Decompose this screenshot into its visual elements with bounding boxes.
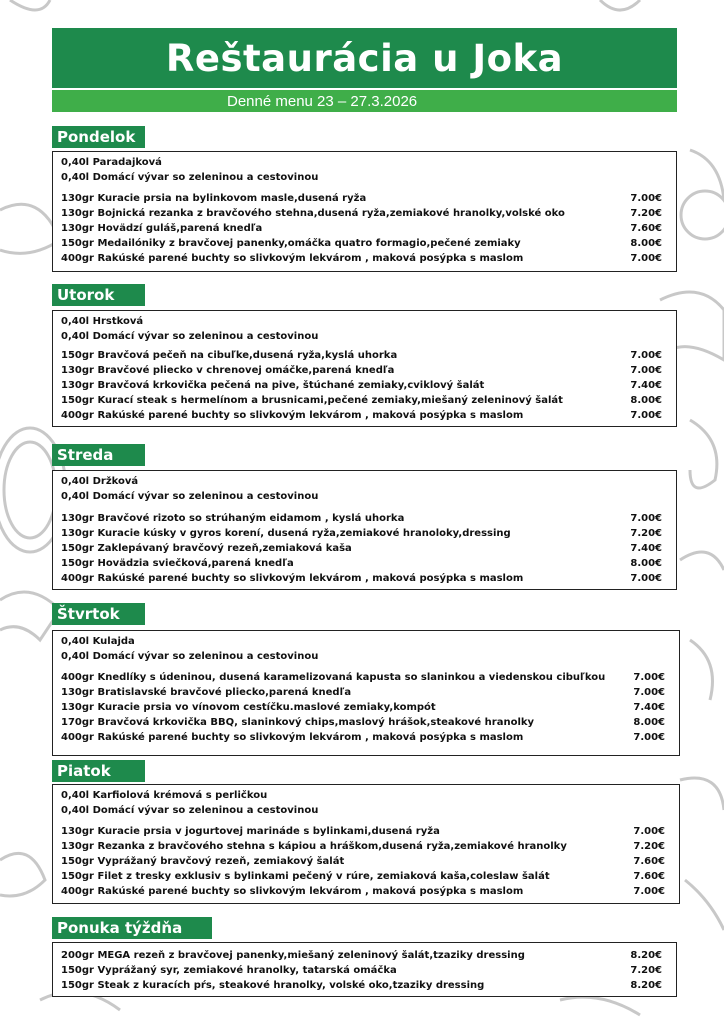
item-price: 7.00€ — [630, 350, 662, 361]
item-price: 7.60€ — [633, 856, 665, 867]
item-price: 8.20€ — [630, 950, 662, 961]
day-label-thursday: Štvrtok — [52, 603, 145, 625]
menu-item — [61, 950, 662, 961]
item-desc: 150gr Medailóniky z bravčovej panenky,omáčka quatro formagio,pečené zemiaky — [61, 238, 521, 249]
item-price: 7.00€ — [633, 687, 665, 698]
item-price: 7.00€ — [633, 732, 665, 743]
item-price: 7.20€ — [630, 528, 662, 539]
item-desc: 170gr Bravčová krkovička BBQ, slaninkový chips,maslový hrášok,steakové hranolky — [61, 717, 535, 728]
menu-item — [61, 410, 662, 421]
item-desc: 130gr Hovädzí guláš,parená knedľa — [61, 223, 263, 234]
item-price: 7.40€ — [633, 702, 665, 713]
item-price: 7.00€ — [630, 193, 662, 204]
menu-item — [61, 558, 662, 569]
day-label-friday: Piatok — [52, 760, 145, 782]
item-price: 7.00€ — [630, 573, 662, 584]
menu-item — [61, 980, 662, 991]
item-desc: 130gr Kuracie prsia vo vínovom cestíčku.maslové zemiaky,kompót — [61, 702, 436, 713]
menu-item — [61, 395, 662, 406]
item-desc: 150gr Zaklepávaný bravčový rezeň,zemiaková kaša — [61, 543, 352, 554]
menu-item — [61, 350, 662, 361]
item-price: 8.20€ — [630, 980, 662, 991]
item-price: 7.60€ — [633, 871, 665, 882]
soup-line: 0,40l Domácí vývar so zeleninou a cestovinou — [61, 805, 319, 816]
menu-item — [61, 543, 662, 554]
soup-line: 0,40l Domácí vývar so zeleninou a cestovinou — [61, 172, 319, 183]
menu-item — [61, 871, 665, 882]
item-desc: 400gr Rakúské parené buchty so slivkovým lekvárom , maková posýpka s maslom — [61, 253, 524, 264]
item-desc: 130gr Bravčové rizoto so strúhaným eidamom , kyslá uhorka — [61, 513, 405, 524]
item-desc: 400gr Rakúské parené buchty so slivkovým lekvárom , maková posýpka s maslom — [61, 886, 524, 897]
item-desc: 130gr Bravčové pliecko v chrenovej omáčke,parená knedľa — [61, 365, 395, 376]
menu-item — [61, 223, 662, 234]
item-price: 7.00€ — [630, 410, 662, 421]
menu-date-range: Denné menu 23 – 27.3.2026 — [52, 90, 677, 112]
item-price: 8.00€ — [630, 558, 662, 569]
menu-item — [61, 380, 662, 391]
item-price: 8.00€ — [633, 717, 665, 728]
menu-box-wednesday — [52, 470, 677, 590]
item-desc: 400gr Knedlíky s údeninou, dusená karamelizovaná kapusta so slaninkou a viedenskou cibuľkou — [61, 672, 606, 683]
item-price: 7.00€ — [630, 513, 662, 524]
item-price: 8.00€ — [630, 238, 662, 249]
item-desc: 130gr Bojnická rezanka z bravčového stehna,dusená ryža,zemiakové hranolky,volské oko — [61, 208, 565, 219]
menu-item — [61, 886, 665, 897]
menu-item — [61, 841, 665, 852]
item-desc: 130gr Kuracie prsia v jogurtovej marináde s bylinkami,dusená ryža — [61, 826, 440, 837]
menu-box-tuesday — [52, 310, 677, 427]
menu-item — [61, 717, 665, 728]
item-desc: 150gr Bravčová pečeň na cibuľke,dusená ryža,kyslá uhorka — [61, 350, 398, 361]
day-label-wednesday: Streda — [52, 444, 145, 466]
soup-line: 0,40l Karfiolová krémová s perličkou — [61, 790, 268, 801]
menu-item — [61, 238, 662, 249]
item-price: 7.00€ — [633, 826, 665, 837]
soup-line: 0,40l Domácí vývar so zeleninou a cestovinou — [61, 651, 319, 662]
menu-item — [61, 573, 662, 584]
item-price: 7.20€ — [630, 208, 662, 219]
item-price: 7.00€ — [630, 365, 662, 376]
menu-item — [61, 856, 665, 867]
menu-item — [61, 513, 662, 524]
menu-box-friday — [52, 784, 680, 904]
item-desc: 150gr Kurací steak s hermelínom a brusnicami,pečené zemiaky,miešaný zeleninový šalát — [61, 395, 563, 406]
item-price: 7.40€ — [630, 380, 662, 391]
item-desc: 130gr Rezanka z bravčového stehna s kápiou a hráškom,dusená ryža,zemiakové hranolky — [61, 841, 567, 852]
item-desc: 150gr Vyprážaný syr, zemiakové hranolky, tatarská omáčka — [61, 965, 397, 976]
soup-line: 0,40l Hrstková — [61, 316, 144, 327]
item-desc: 400gr Rakúské parené buchty so slivkovým lekvárom , maková posýpka s maslom — [61, 573, 524, 584]
menu-box-thursday — [52, 630, 680, 756]
soup-line: 0,40l Kulajda — [61, 636, 135, 647]
menu-item — [61, 702, 665, 713]
menu-item — [61, 672, 665, 683]
menu-box-monday — [52, 151, 677, 272]
item-price: 7.00€ — [633, 672, 665, 683]
item-desc: 400gr Rakúské parené buchty so slivkovým lekvárom , maková posýpka s maslom — [61, 410, 524, 421]
item-desc: 150gr Hovädzia sviečková,parená knedľa — [61, 558, 294, 569]
item-desc: 130gr Bratislavské bravčové pliecko,parená knedľa — [61, 687, 352, 698]
menu-item — [61, 528, 662, 539]
item-price: 7.00€ — [633, 886, 665, 897]
item-desc: 150gr Filet z tresky exklusiv s bylinkami pečený v rúre, zemiaková kaša,coleslaw šalát — [61, 871, 550, 882]
menu-item — [61, 208, 662, 219]
item-price: 7.40€ — [630, 543, 662, 554]
day-label-tuesday: Utorok — [52, 284, 145, 306]
soup-line: 0,40l Domácí vývar so zeleninou a cestovinou — [61, 491, 319, 502]
day-label-monday: Pondelok — [52, 126, 145, 148]
menu-item — [61, 193, 662, 204]
menu-item — [61, 687, 665, 698]
item-desc: 200gr MEGA rezeň z bravčovej panenky,miešaný zeleninový šalát,tzaziky dressing — [61, 950, 525, 961]
menu-item — [61, 965, 662, 976]
item-desc: 150gr Vyprážaný bravčový rezeň, zemiakový šalát — [61, 856, 345, 867]
menu-item — [61, 365, 662, 376]
item-desc: 130gr Kuracie prsia na bylinkovom masle,dusená ryža — [61, 193, 367, 204]
soup-line: 0,40l Držková — [61, 476, 139, 487]
item-price: 8.00€ — [630, 395, 662, 406]
item-price: 7.60€ — [630, 223, 662, 234]
soup-line: 0,40l Paradajková — [61, 157, 162, 168]
weekly-offer-label: Ponuka týždňa — [52, 917, 212, 939]
item-desc: 130gr Kuracie kúsky v gyros korení, dusená ryža,zemiakové hranoloky,dressing — [61, 528, 511, 539]
item-desc: 400gr Rakúské parené buchty so slivkovým lekvárom , maková posýpka s maslom — [61, 732, 524, 743]
item-price: 7.20€ — [633, 841, 665, 852]
soup-line: 0,40l Domácí vývar so zeleninou a cestovinou — [61, 331, 319, 342]
restaurant-title: Reštaurácia u Joka — [52, 28, 677, 88]
menu-box-weekly-offer — [52, 942, 677, 997]
item-desc: 130gr Bravčová krkovička pečená na pive, štúchané zemiaky,cviklový šalát — [61, 380, 485, 391]
item-price: 7.20€ — [630, 965, 662, 976]
menu-item — [61, 732, 665, 743]
item-desc: 150gr Steak z kuracích pŕs, steakové hranolky, volské oko,tzaziky dressing — [61, 980, 485, 991]
menu-item — [61, 826, 665, 837]
item-price: 7.00€ — [630, 253, 662, 264]
menu-item — [61, 253, 662, 264]
